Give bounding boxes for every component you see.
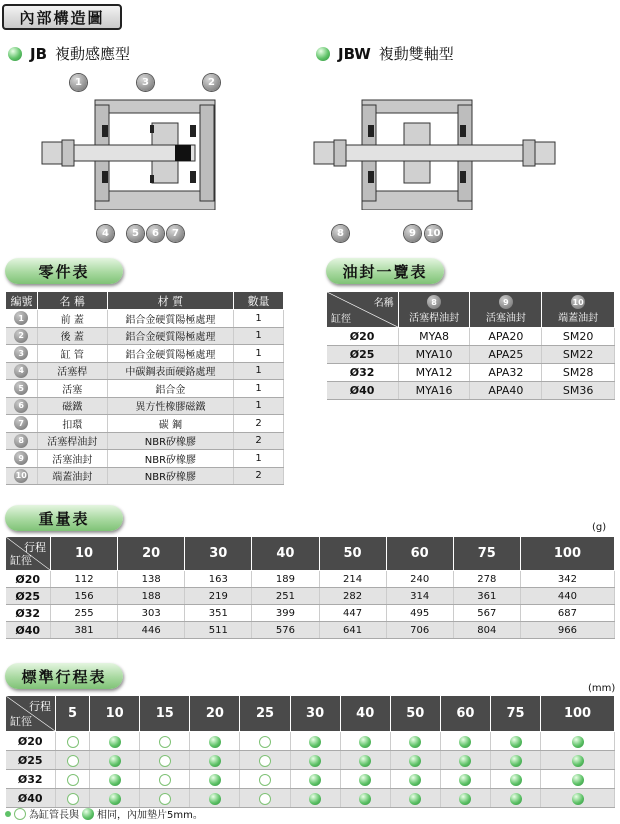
part-material-cell: 異方性橡膠磁鐵 — [107, 397, 234, 415]
weight-value-cell: 342 — [520, 571, 614, 588]
legend-text-2: 相同，內加墊片5mm。 — [97, 810, 203, 821]
solid-green-circle-icon — [409, 755, 421, 767]
weight-value-cell: 240 — [386, 571, 453, 588]
stroke-length-header: 5 — [56, 696, 90, 732]
part-name-cell: 端蓋油封 — [37, 467, 107, 485]
stroke-availability-cell — [490, 789, 540, 808]
weight-value-cell: 447 — [319, 605, 386, 622]
weight-corner-top: 行程 — [24, 541, 46, 554]
green-bullet-icon — [8, 47, 22, 61]
jbw-subtitle — [316, 43, 454, 64]
stroke-availability-cell — [190, 732, 240, 751]
number-badge: 1 — [14, 311, 28, 325]
number-badge: 6 — [14, 399, 28, 413]
table-row — [6, 397, 284, 415]
part-qty-cell: 1 — [234, 310, 284, 328]
table-row — [6, 362, 284, 380]
weight-stroke-header: 50 — [319, 537, 386, 571]
weight-value-cell: 189 — [252, 571, 319, 588]
jbw-code: JBW — [338, 44, 371, 63]
part-name-cell: 後 蓋 — [37, 327, 107, 345]
part-name-cell: 磁鐵 — [37, 397, 107, 415]
seal-model-cell: SM28 — [542, 364, 615, 382]
table-row — [6, 732, 615, 751]
stroke-availability-cell — [290, 732, 340, 751]
seal-corner-top: 名稱 — [373, 298, 394, 309]
solid-green-circle-icon — [82, 808, 94, 820]
table-row — [6, 751, 615, 770]
solid-green-circle-icon — [359, 793, 371, 805]
weight-stroke-header: 30 — [185, 537, 252, 571]
weight-value-cell: 399 — [252, 605, 319, 622]
stroke-availability-cell — [140, 770, 190, 789]
seal-model-cell: MYA10 — [398, 346, 470, 364]
weight-unit: (g) — [592, 522, 607, 533]
part-qty-cell: 1 — [234, 380, 284, 398]
weight-value-cell: 219 — [185, 588, 252, 605]
part-material-cell: NBR矽橡膠 — [107, 432, 234, 450]
table-row — [6, 450, 284, 468]
stroke-availability-cell — [240, 789, 290, 808]
stroke-availability-cell — [440, 732, 490, 751]
page-title: 內部構造圖 — [2, 4, 122, 30]
part-qty-cell: 2 — [234, 467, 284, 485]
parts-header-material: 材 質 — [107, 292, 234, 310]
seal-col-label: 活塞油封 — [485, 313, 526, 324]
table-row — [6, 432, 284, 450]
number-badge: 2 — [14, 329, 28, 343]
part-name-cell: 扣環 — [37, 415, 107, 433]
number-badge: 3 — [14, 346, 28, 360]
stroke-length-header: 30 — [290, 696, 340, 732]
part-number-cell — [6, 467, 38, 485]
table-row — [6, 622, 615, 639]
solid-green-circle-icon — [309, 755, 321, 767]
seal-col-8 — [398, 292, 470, 328]
callout-1: 1 — [70, 74, 87, 91]
number-badge: 9 — [499, 295, 513, 309]
number-badge: 9 — [14, 451, 28, 465]
table-row — [6, 327, 284, 345]
solid-green-circle-icon — [309, 736, 321, 748]
jb-subtitle — [8, 43, 130, 64]
stroke-length-header: 10 — [90, 696, 140, 732]
callout-7: 7 — [167, 225, 184, 242]
part-qty-cell: 1 — [234, 450, 284, 468]
stroke-corner-top: 行程 — [29, 700, 51, 713]
stroke-availability-cell — [490, 732, 540, 751]
solid-green-circle-icon — [572, 774, 584, 786]
weight-value-cell: 495 — [386, 605, 453, 622]
stroke-length-header: 25 — [240, 696, 290, 732]
bore-cell: Ø40 — [327, 382, 399, 400]
part-material-cell: 鋁合金硬質陽極處理 — [107, 310, 234, 328]
stroke-availability-cell — [340, 789, 390, 808]
stroke-availability-cell — [541, 732, 615, 751]
weight-corner-header — [6, 537, 51, 571]
weight-stroke-header: 10 — [51, 537, 118, 571]
bore-cell: Ø20 — [327, 328, 399, 346]
solid-green-circle-icon — [359, 736, 371, 748]
jbw-cross-section-diagram — [312, 95, 557, 210]
jb-cross-section-diagram — [40, 95, 220, 210]
stroke-availability-cell — [240, 751, 290, 770]
part-material-cell: 鋁合金硬質陽極處理 — [107, 327, 234, 345]
parts-header-name: 名 稱 — [37, 292, 107, 310]
bore-cell: Ø32 — [6, 605, 51, 622]
weight-table — [5, 536, 615, 639]
solid-green-circle-icon — [109, 774, 121, 786]
solid-green-circle-icon — [359, 774, 371, 786]
seal-table — [326, 291, 615, 400]
stroke-length-header: 15 — [140, 696, 190, 732]
bore-cell: Ø40 — [6, 622, 51, 639]
hollow-circle-icon — [159, 793, 171, 805]
stroke-availability-cell — [340, 751, 390, 770]
weight-value-cell: 278 — [453, 571, 520, 588]
solid-green-circle-icon — [510, 793, 522, 805]
solid-green-circle-icon — [209, 755, 221, 767]
stroke-availability-cell — [340, 770, 390, 789]
stroke-availability-cell — [541, 751, 615, 770]
seal-model-cell: APA20 — [470, 328, 542, 346]
seal-model-cell: MYA8 — [398, 328, 470, 346]
table-row — [6, 380, 284, 398]
weight-value-cell: 138 — [118, 571, 185, 588]
weight-value-cell: 641 — [319, 622, 386, 639]
stroke-availability-cell — [240, 770, 290, 789]
part-qty-cell: 2 — [234, 432, 284, 450]
part-number-cell — [6, 415, 38, 433]
weight-value-cell: 966 — [520, 622, 614, 639]
stroke-availability-cell — [56, 732, 90, 751]
stroke-availability-cell — [140, 751, 190, 770]
stroke-availability-cell — [190, 770, 240, 789]
seal-model-cell: APA25 — [470, 346, 542, 364]
weight-value-cell: 351 — [185, 605, 252, 622]
weight-value-cell: 381 — [51, 622, 118, 639]
part-name-cell: 活塞桿 — [37, 362, 107, 380]
table-row — [327, 328, 615, 346]
bore-cell: Ø20 — [6, 571, 51, 588]
stroke-availability-cell — [140, 732, 190, 751]
weight-value-cell: 251 — [252, 588, 319, 605]
weight-value-cell: 255 — [51, 605, 118, 622]
table-row — [6, 789, 615, 808]
stroke-availability-cell — [541, 789, 615, 808]
table-row — [6, 605, 615, 622]
seal-model-cell: SM20 — [542, 328, 615, 346]
solid-green-circle-icon — [109, 793, 121, 805]
part-number-cell — [6, 345, 38, 363]
solid-green-circle-icon — [209, 793, 221, 805]
callout-9: 9 — [404, 225, 421, 242]
stroke-availability-cell — [90, 770, 140, 789]
callout-10: 10 — [425, 225, 442, 242]
table-row — [327, 346, 615, 364]
solid-green-circle-icon — [309, 793, 321, 805]
table-row — [6, 571, 615, 588]
stroke-availability-cell — [541, 770, 615, 789]
solid-green-circle-icon — [510, 774, 522, 786]
seal-corner-header — [327, 292, 399, 328]
stroke-availability-cell — [56, 789, 90, 808]
seal-model-cell: MYA12 — [398, 364, 470, 382]
weight-value-cell: 687 — [520, 605, 614, 622]
legend-text-1: 為缸管長與 — [29, 810, 79, 821]
stroke-length-header: 40 — [340, 696, 390, 732]
part-number-cell — [6, 362, 38, 380]
weight-value-cell: 214 — [319, 571, 386, 588]
weight-table-title: 重量表 — [5, 505, 123, 531]
callout-8: 8 — [332, 225, 349, 242]
small-green-bullet-icon — [5, 811, 11, 817]
weight-value-cell: 361 — [453, 588, 520, 605]
weight-value-cell: 303 — [118, 605, 185, 622]
bore-cell: Ø20 — [6, 732, 56, 751]
stroke-length-header: 60 — [440, 696, 490, 732]
parts-header-no: 編號 — [6, 292, 38, 310]
bore-cell: Ø25 — [327, 346, 399, 364]
jb-name: 複動感應型 — [55, 45, 131, 63]
weight-value-cell: 576 — [252, 622, 319, 639]
bore-cell: Ø32 — [6, 770, 56, 789]
part-number-cell — [6, 380, 38, 398]
hollow-circle-icon — [67, 774, 79, 786]
solid-green-circle-icon — [409, 774, 421, 786]
jb-code: JB — [30, 44, 48, 63]
table-row — [6, 588, 615, 605]
part-material-cell: NBR矽橡膠 — [107, 450, 234, 468]
stroke-availability-cell — [240, 732, 290, 751]
seal-col-9 — [470, 292, 542, 328]
weight-stroke-header: 75 — [453, 537, 520, 571]
solid-green-circle-icon — [409, 736, 421, 748]
weight-corner-bottom: 缸徑 — [10, 554, 32, 567]
stroke-availability-cell — [440, 770, 490, 789]
solid-green-circle-icon — [459, 774, 471, 786]
solid-green-circle-icon — [209, 736, 221, 748]
hollow-circle-icon — [159, 755, 171, 767]
solid-green-circle-icon — [572, 793, 584, 805]
table-row — [6, 467, 284, 485]
table-row — [6, 770, 615, 789]
hollow-circle-icon — [159, 774, 171, 786]
part-qty-cell: 2 — [234, 415, 284, 433]
weight-value-cell: 440 — [520, 588, 614, 605]
table-row — [327, 382, 615, 400]
seal-model-cell: APA40 — [470, 382, 542, 400]
weight-value-cell: 567 — [453, 605, 520, 622]
stroke-availability-cell — [90, 789, 140, 808]
weight-value-cell: 804 — [453, 622, 520, 639]
seal-col-10 — [542, 292, 615, 328]
part-qty-cell: 1 — [234, 345, 284, 363]
bore-cell: Ø40 — [6, 789, 56, 808]
stroke-table — [5, 695, 615, 808]
hollow-circle-icon — [259, 793, 271, 805]
parts-table — [5, 291, 284, 485]
part-name-cell: 前 蓋 — [37, 310, 107, 328]
number-badge: 8 — [14, 434, 28, 448]
part-number-cell — [6, 397, 38, 415]
stroke-availability-cell — [90, 732, 140, 751]
seal-model-cell: APA32 — [470, 364, 542, 382]
number-badge: 7 — [14, 416, 28, 430]
stroke-length-header: 75 — [490, 696, 540, 732]
hollow-circle-icon — [259, 755, 271, 767]
weight-value-cell: 314 — [386, 588, 453, 605]
solid-green-circle-icon — [510, 736, 522, 748]
part-name-cell: 活塞 — [37, 380, 107, 398]
stroke-unit: (mm) — [588, 683, 616, 694]
solid-green-circle-icon — [459, 755, 471, 767]
weight-value-cell: 163 — [185, 571, 252, 588]
number-badge: 5 — [14, 381, 28, 395]
stroke-availability-cell — [290, 751, 340, 770]
stroke-availability-cell — [340, 732, 390, 751]
part-number-cell — [6, 327, 38, 345]
part-qty-cell: 1 — [234, 397, 284, 415]
weight-value-cell: 511 — [185, 622, 252, 639]
stroke-corner-bottom: 缸徑 — [10, 715, 32, 728]
hollow-circle-icon — [259, 736, 271, 748]
number-badge: 8 — [427, 295, 441, 309]
seal-col-label: 活塞桿油封 — [409, 313, 460, 324]
hollow-circle-icon — [67, 736, 79, 748]
part-material-cell: NBR矽橡膠 — [107, 467, 234, 485]
solid-green-circle-icon — [109, 755, 121, 767]
stroke-availability-cell — [190, 751, 240, 770]
part-material-cell: 中碳鋼表面硬鉻處理 — [107, 362, 234, 380]
stroke-availability-cell — [140, 789, 190, 808]
weight-stroke-header: 100 — [520, 537, 614, 571]
bore-cell: Ø25 — [6, 751, 56, 770]
stroke-availability-cell — [390, 789, 440, 808]
weight-value-cell: 446 — [118, 622, 185, 639]
table-row — [6, 310, 284, 328]
table-row — [6, 415, 284, 433]
part-qty-cell: 1 — [234, 327, 284, 345]
seal-model-cell: MYA16 — [398, 382, 470, 400]
stroke-availability-cell — [490, 770, 540, 789]
part-name-cell: 缸 管 — [37, 345, 107, 363]
jbw-name: 複動雙軸型 — [378, 45, 454, 63]
hollow-circle-icon — [67, 755, 79, 767]
stroke-availability-cell — [290, 770, 340, 789]
callout-6: 6 — [147, 225, 164, 242]
stroke-availability-cell — [390, 751, 440, 770]
parts-header-qty: 數量 — [234, 292, 284, 310]
parts-table-title: 零件表 — [5, 258, 123, 284]
part-name-cell: 活塞油封 — [37, 450, 107, 468]
solid-green-circle-icon — [409, 793, 421, 805]
callout-2: 2 — [203, 74, 220, 91]
part-name-cell: 活塞桿油封 — [37, 432, 107, 450]
seal-col-label: 端蓋油封 — [558, 313, 599, 324]
stroke-corner-header — [6, 696, 56, 732]
seal-corner-bottom: 缸徑 — [331, 314, 351, 325]
solid-green-circle-icon — [459, 736, 471, 748]
stroke-availability-cell — [490, 751, 540, 770]
table-row — [6, 345, 284, 363]
number-badge: 10 — [14, 469, 28, 483]
part-material-cell: 碳 鋼 — [107, 415, 234, 433]
stroke-availability-cell — [390, 732, 440, 751]
bore-cell: Ø25 — [6, 588, 51, 605]
stroke-availability-cell — [390, 770, 440, 789]
weight-value-cell: 156 — [51, 588, 118, 605]
stroke-length-header: 100 — [541, 696, 615, 732]
solid-green-circle-icon — [309, 774, 321, 786]
weight-value-cell: 188 — [118, 588, 185, 605]
callout-3: 3 — [137, 74, 154, 91]
stroke-availability-cell — [90, 751, 140, 770]
solid-green-circle-icon — [209, 774, 221, 786]
stroke-length-header: 20 — [190, 696, 240, 732]
hollow-circle-icon — [159, 736, 171, 748]
hollow-circle-icon — [259, 774, 271, 786]
green-bullet-icon — [316, 47, 330, 61]
stroke-availability-cell — [190, 789, 240, 808]
solid-green-circle-icon — [359, 755, 371, 767]
weight-value-cell: 706 — [386, 622, 453, 639]
stroke-legend — [5, 806, 203, 821]
part-number-cell — [6, 310, 38, 328]
weight-stroke-header: 40 — [252, 537, 319, 571]
hollow-circle-icon — [14, 808, 26, 820]
bore-cell: Ø32 — [327, 364, 399, 382]
stroke-table-title: 標準行程表 — [5, 663, 123, 689]
stroke-availability-cell — [56, 770, 90, 789]
seal-table-title: 油封一覽表 — [326, 258, 444, 284]
solid-green-circle-icon — [510, 755, 522, 767]
part-qty-cell: 1 — [234, 362, 284, 380]
hollow-circle-icon — [67, 793, 79, 805]
weight-stroke-header: 20 — [118, 537, 185, 571]
part-material-cell: 鋁合金 — [107, 380, 234, 398]
solid-green-circle-icon — [572, 736, 584, 748]
table-row — [327, 364, 615, 382]
weight-value-cell: 282 — [319, 588, 386, 605]
stroke-availability-cell — [440, 751, 490, 770]
number-badge: 4 — [14, 364, 28, 378]
weight-value-cell: 112 — [51, 571, 118, 588]
stroke-availability-cell — [56, 751, 90, 770]
part-number-cell — [6, 432, 38, 450]
solid-green-circle-icon — [109, 736, 121, 748]
part-number-cell — [6, 450, 38, 468]
callout-5: 5 — [127, 225, 144, 242]
seal-model-cell: SM36 — [542, 382, 615, 400]
solid-green-circle-icon — [572, 755, 584, 767]
stroke-length-header: 50 — [390, 696, 440, 732]
stroke-availability-cell — [290, 789, 340, 808]
callout-4: 4 — [97, 225, 114, 242]
weight-stroke-header: 60 — [386, 537, 453, 571]
seal-model-cell: SM22 — [542, 346, 615, 364]
part-material-cell: 鋁合金硬質陽極處理 — [107, 345, 234, 363]
number-badge: 10 — [571, 295, 585, 309]
solid-green-circle-icon — [459, 793, 471, 805]
stroke-availability-cell — [440, 789, 490, 808]
